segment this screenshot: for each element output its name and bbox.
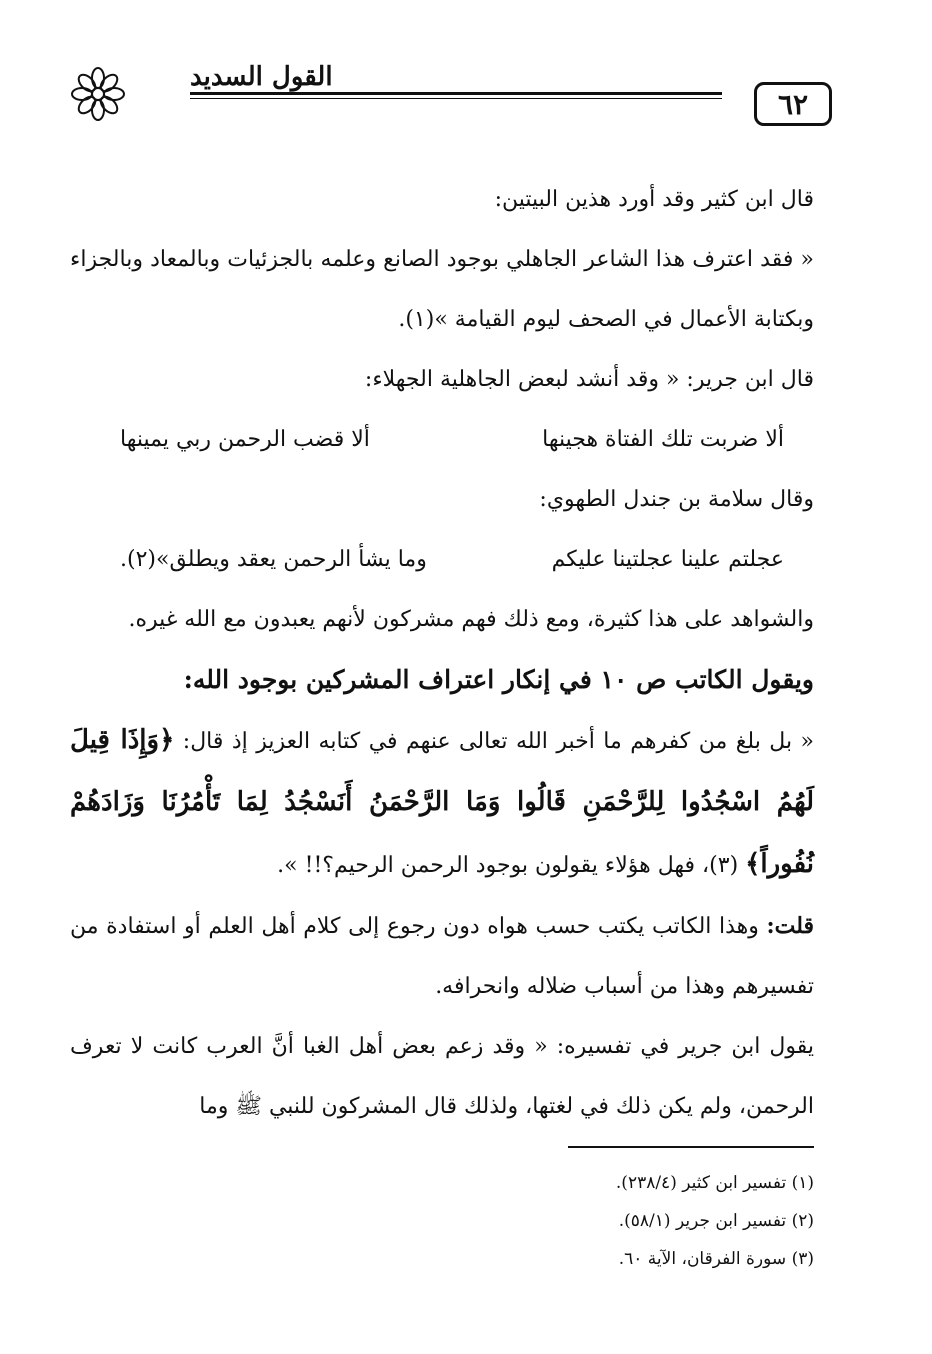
main-text (70, 170, 814, 1137)
running-title: القول السديد (190, 62, 333, 92)
quran-verse: ﴿وَإِذَا قِيلَ لَهُمُ اسْجُدُوا لِلرَّحْمَنِ قَالُوا وَمَا الرَّحْمَنُ أَنَسْجُدُ لِمَا تَأْمُرُنَا وَزَادَهُمْ نُفُوراً﴾ (70, 725, 814, 879)
verse-hemistich: وما يشأ الرحمن يعقد ويطلق»(٢). (120, 547, 427, 572)
page-number: ٦٢ (754, 82, 832, 126)
paragraph: وقال سلامة بن جندل الطهوي: (539, 487, 814, 512)
flower-ornament-icon (70, 66, 126, 122)
paragraph-text: وهذا الكاتب يكتب حسب هواه دون رجوع إلى كلام أهل العلم أو استفادة من تفسيرهم وهذا من أسباب ضلاله وانحرافه. (70, 914, 814, 999)
header-rule-thin (190, 98, 722, 99)
page-header (60, 64, 840, 134)
header-rule (190, 92, 722, 95)
verse-hemistich: عجلتم علينا عجلتينا عليكم (551, 547, 784, 572)
footnote: (٣) سورة الفرقان، الآية ٦٠. (618, 1249, 814, 1269)
paragraph: قال ابن كثير وقد أورد هذين البيتين: (494, 187, 814, 212)
paragraph: قال ابن جرير: « وقد أنشد لبعض الجاهلية الجهلاء: (364, 367, 814, 392)
footnotes (616, 1164, 814, 1278)
footnote: (١) تفسير ابن كثير (٢٣٨/٤). (615, 1173, 814, 1193)
poem-verse (70, 410, 814, 470)
poem-verse (70, 530, 814, 590)
section-heading: ويقول الكاتب ص ١٠ في إنكار اعتراف المشركين بوجود الله: (183, 665, 814, 694)
footnote: (٢) تفسير ابن جرير (٥٨/١). (618, 1211, 814, 1231)
quote-intro: « بل بلغ من كفرهم ما أخبر الله تعالى عنهم في كتابه العزيز إذ قال: (174, 729, 814, 754)
quote-paragraph (70, 710, 814, 896)
footnote-separator (568, 1146, 814, 1148)
qultu-label: قلت: (766, 913, 814, 939)
verse-hemistich: ألا قضب الرحمن ربي يمينها (120, 427, 370, 452)
verse-hemistich: ألا ضربت تلك الفتاة هجينها (542, 427, 784, 452)
quote-end: (٣)، فهل هؤلاء يقولون بوجود الرحمن الرحيم؟!! ». (277, 853, 739, 878)
quote-paragraph: « فقد اعترف هذا الشاعر الجاهلي بوجود الصانع وعلمه بالجزئيات وبالمعاد وبالجزاء وبكتابة الأعمال في الصحف ليوم القيامة »(١). (70, 247, 814, 332)
paragraph: والشواهد على هذا كثيرة، ومع ذلك فهم مشركون لأنهم يعبدون مع الله غيره. (128, 607, 814, 632)
paragraph (70, 896, 814, 1017)
paragraph: يقول ابن جرير في تفسيره: « وقد زعم بعض أهل الغبا أنَّ العرب كانت لا تعرف الرحمن، ولم يكن ذلك في لغتها، ولذلك قال المشركون للنبي ﷺ وما (70, 1034, 814, 1119)
